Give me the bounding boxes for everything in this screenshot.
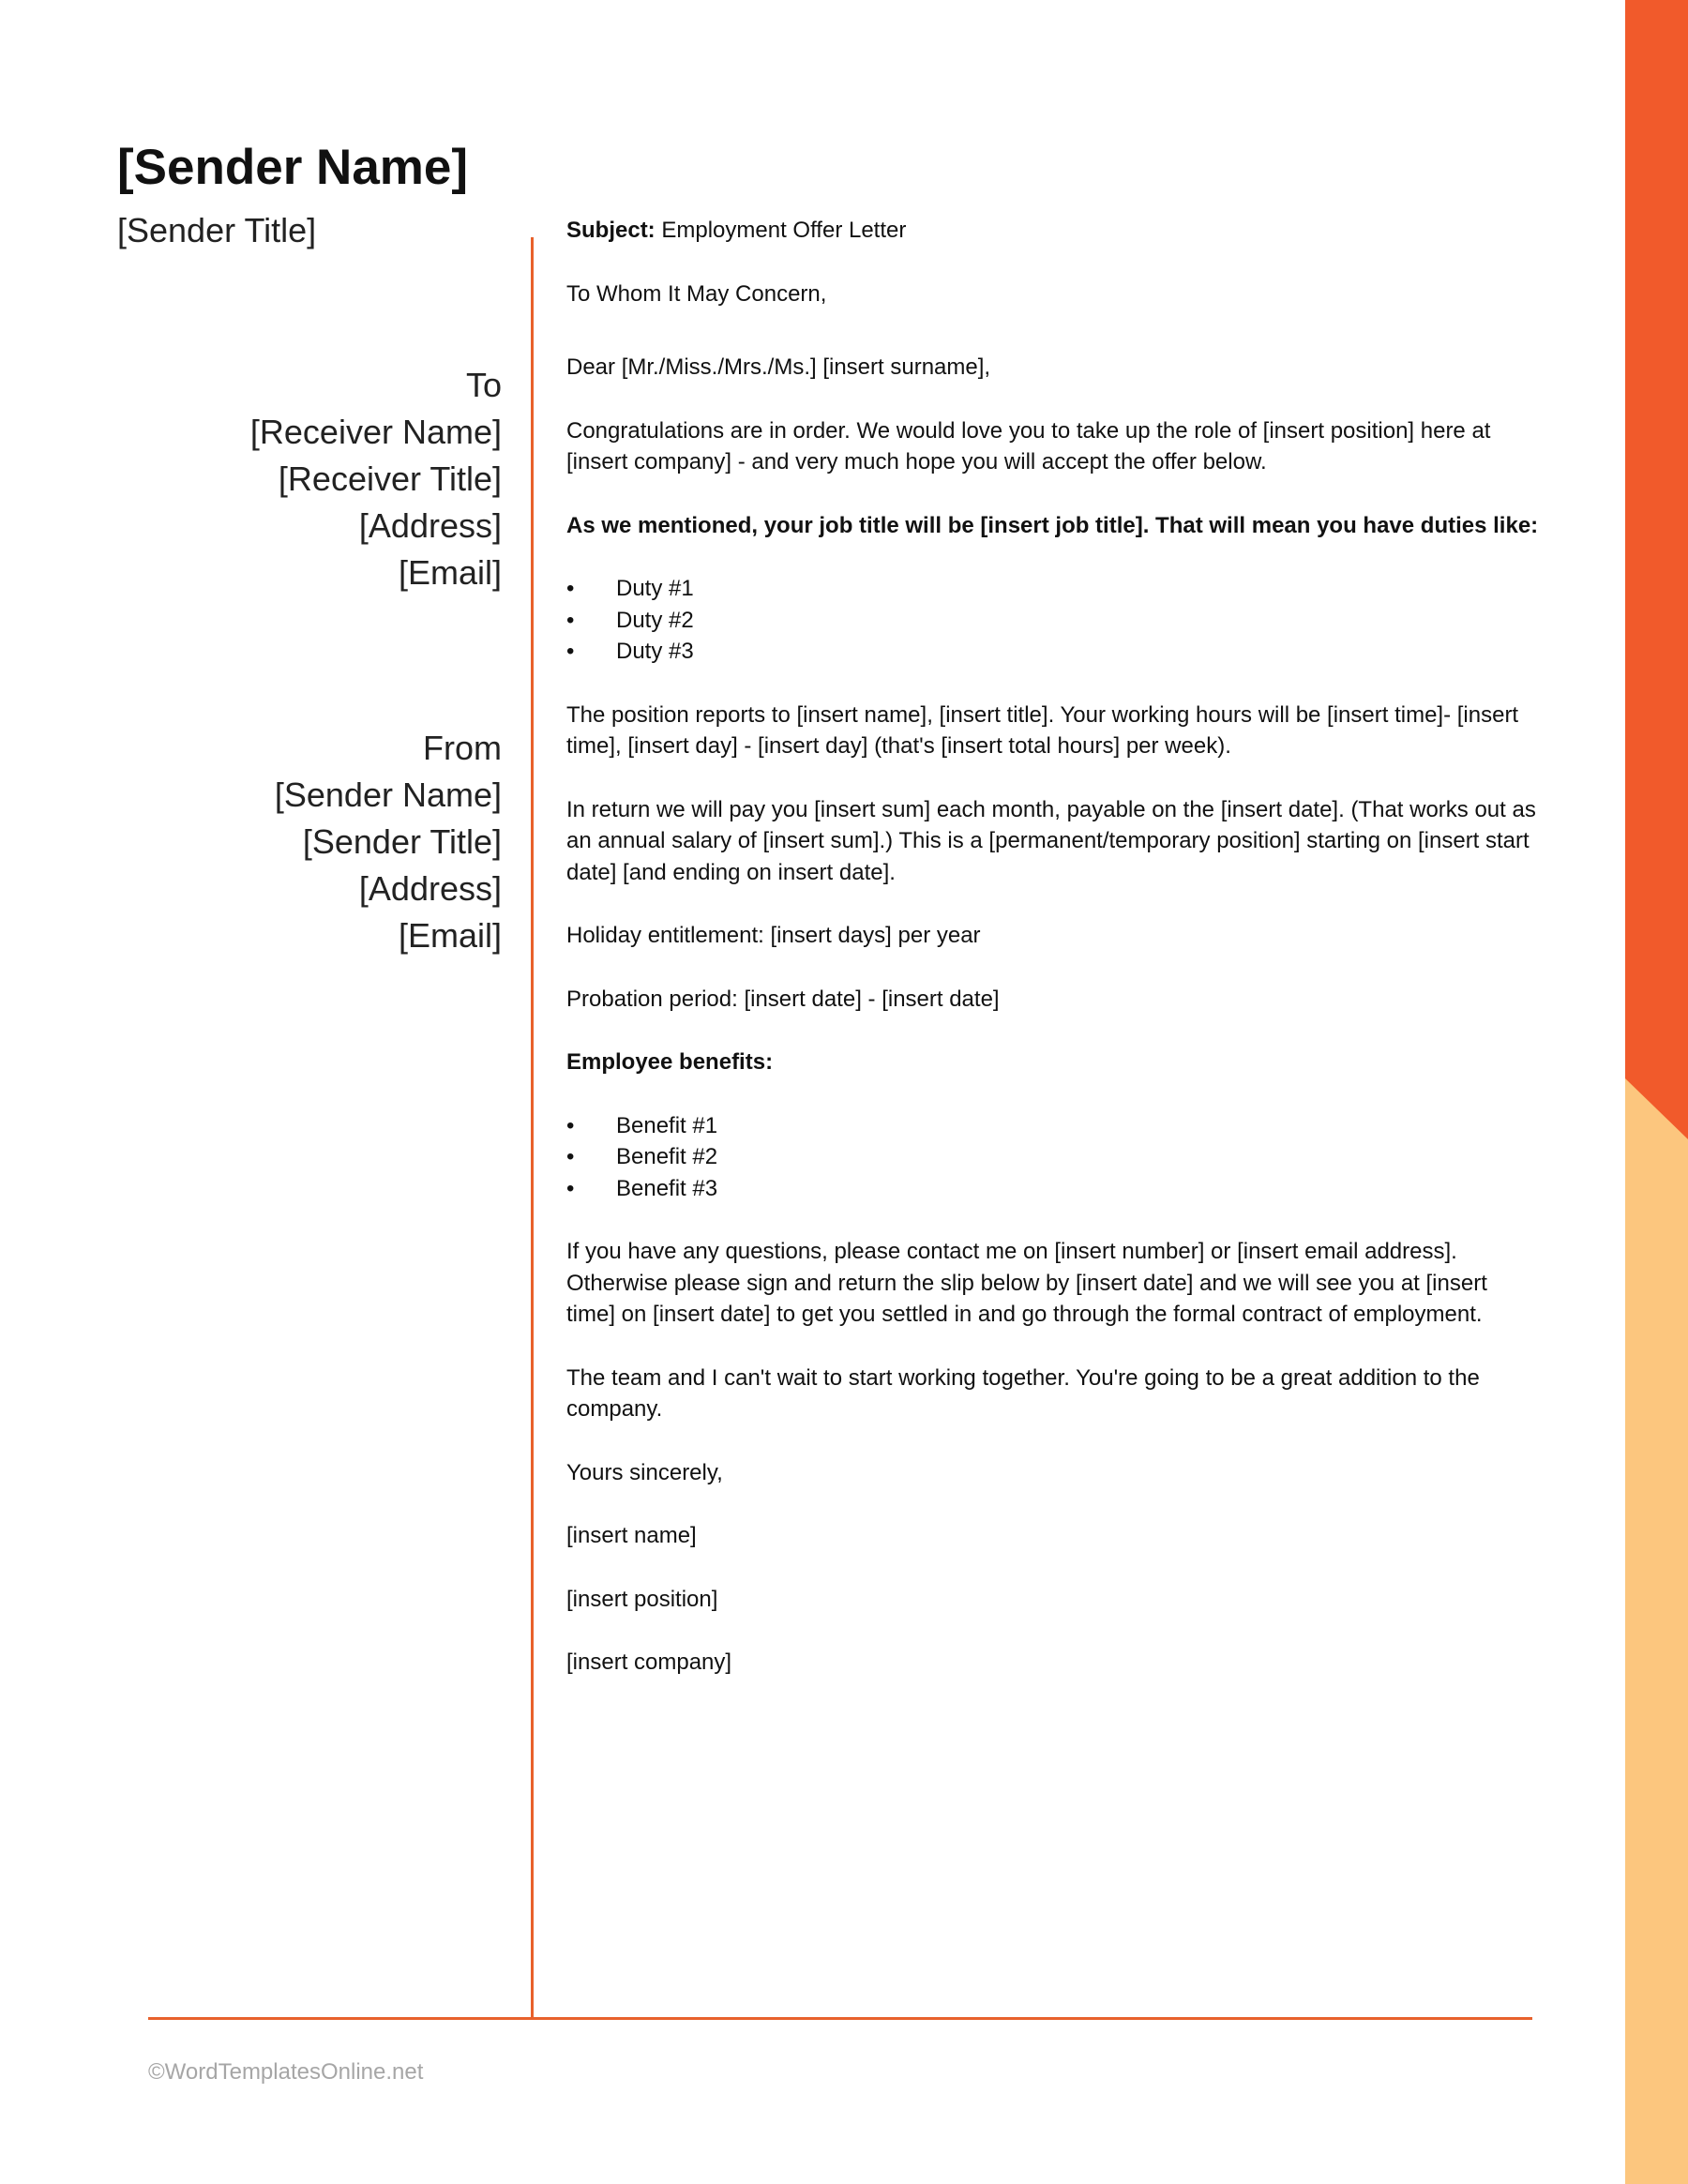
bullet-icon: •	[566, 607, 575, 633]
general-salutation: To Whom It May Concern,	[566, 280, 827, 307]
list-item: • Duty #2	[566, 605, 1542, 637]
questions-paragraph: If you have any questions, please contact me on [insert number] or [insert email address]. Otherwise please sign and return the slip below by [insert date] and we will see you at [insert time] on [insert date] to get you settled in and go through the formal contract of employment.	[566, 1239, 1487, 1327]
horizontal-divider	[148, 2017, 1532, 2020]
benefits-heading: Employee benefits:	[566, 1049, 774, 1075]
vertical-divider	[531, 237, 534, 2019]
receiver-title: [Receiver Title]	[278, 459, 502, 498]
signer-company: [insert company]	[566, 1649, 732, 1675]
bullet-icon: •	[566, 1144, 575, 1169]
list-item: • Benefit #3	[566, 1173, 1542, 1205]
list-item: • Duty #1	[566, 573, 1542, 605]
salutation: Dear [Mr./Miss./Mrs./Ms.] [insert surname],	[566, 354, 991, 380]
footer-watermark: ©WordTemplatesOnline.net	[148, 2059, 424, 2085]
sender-block	[275, 725, 502, 959]
sign-off: Yours sincerely,	[566, 1459, 723, 1485]
intro-paragraph: Congratulations are in order. We would love you to take up the role of [insert position] here at [insert company] - and very much hope you will accept the offer below.	[566, 417, 1491, 474]
from-sender-email: [Email]	[398, 916, 502, 955]
probation-line: Probation period: [insert date] - [insert date]	[566, 986, 1000, 1012]
bullet-icon: •	[566, 639, 575, 664]
sender-name-heading: [Sender Name]	[117, 140, 469, 195]
subject-line	[566, 215, 1542, 247]
recipient-block	[250, 362, 502, 596]
bullet-icon: •	[566, 1175, 575, 1201]
duties-heading: As we mentioned, your job title will be [insert job title]. That will mean you have duties like:	[566, 512, 1539, 538]
decorative-side-band	[1625, 0, 1688, 2184]
signer-name: [insert name]	[566, 1523, 697, 1548]
pay-paragraph: In return we will pay you [insert sum] each month, payable on the [insert date]. (That works out as an annual salary of [insert sum].) This is a [permanent/temporary position] starting on [insert start date] [and ending on insert date].	[566, 796, 1536, 885]
benefits-list	[566, 1110, 1542, 1205]
bullet-icon: •	[566, 576, 575, 601]
bullet-icon: •	[566, 1112, 575, 1138]
reporting-paragraph: The position reports to [insert name], [insert title]. Your working hours will be [insert time]- [insert time], [insert day] - [insert day] (that's [insert total hours] per week).	[566, 701, 1519, 759]
signer-position: [insert position]	[566, 1586, 718, 1612]
list-item: • Benefit #1	[566, 1110, 1542, 1142]
receiver-email: [Email]	[398, 553, 502, 592]
from-label: From	[423, 729, 502, 767]
receiver-name: [Receiver Name]	[249, 413, 502, 451]
from-sender-title: [Sender Title]	[302, 822, 502, 861]
subject-text: Employment Offer Letter	[655, 218, 907, 243]
from-sender-address: [Address]	[358, 869, 502, 908]
receiver-address: [Address]	[358, 506, 502, 545]
letter-body	[566, 215, 1542, 1710]
duties-list	[566, 573, 1542, 668]
subject-label: Subject:	[566, 218, 656, 243]
list-item: • Benefit #2	[566, 1141, 1542, 1173]
from-sender-name: [Sender Name]	[274, 776, 502, 814]
closing-paragraph: The team and I can't wait to start working together. You're going to be a great addition to the company.	[566, 1364, 1480, 1422]
to-label: To	[465, 366, 502, 404]
list-item: • Duty #3	[566, 636, 1542, 668]
holiday-line: Holiday entitlement: [insert days] per year	[566, 923, 981, 948]
sender-title: [Sender Title]	[117, 211, 317, 249]
